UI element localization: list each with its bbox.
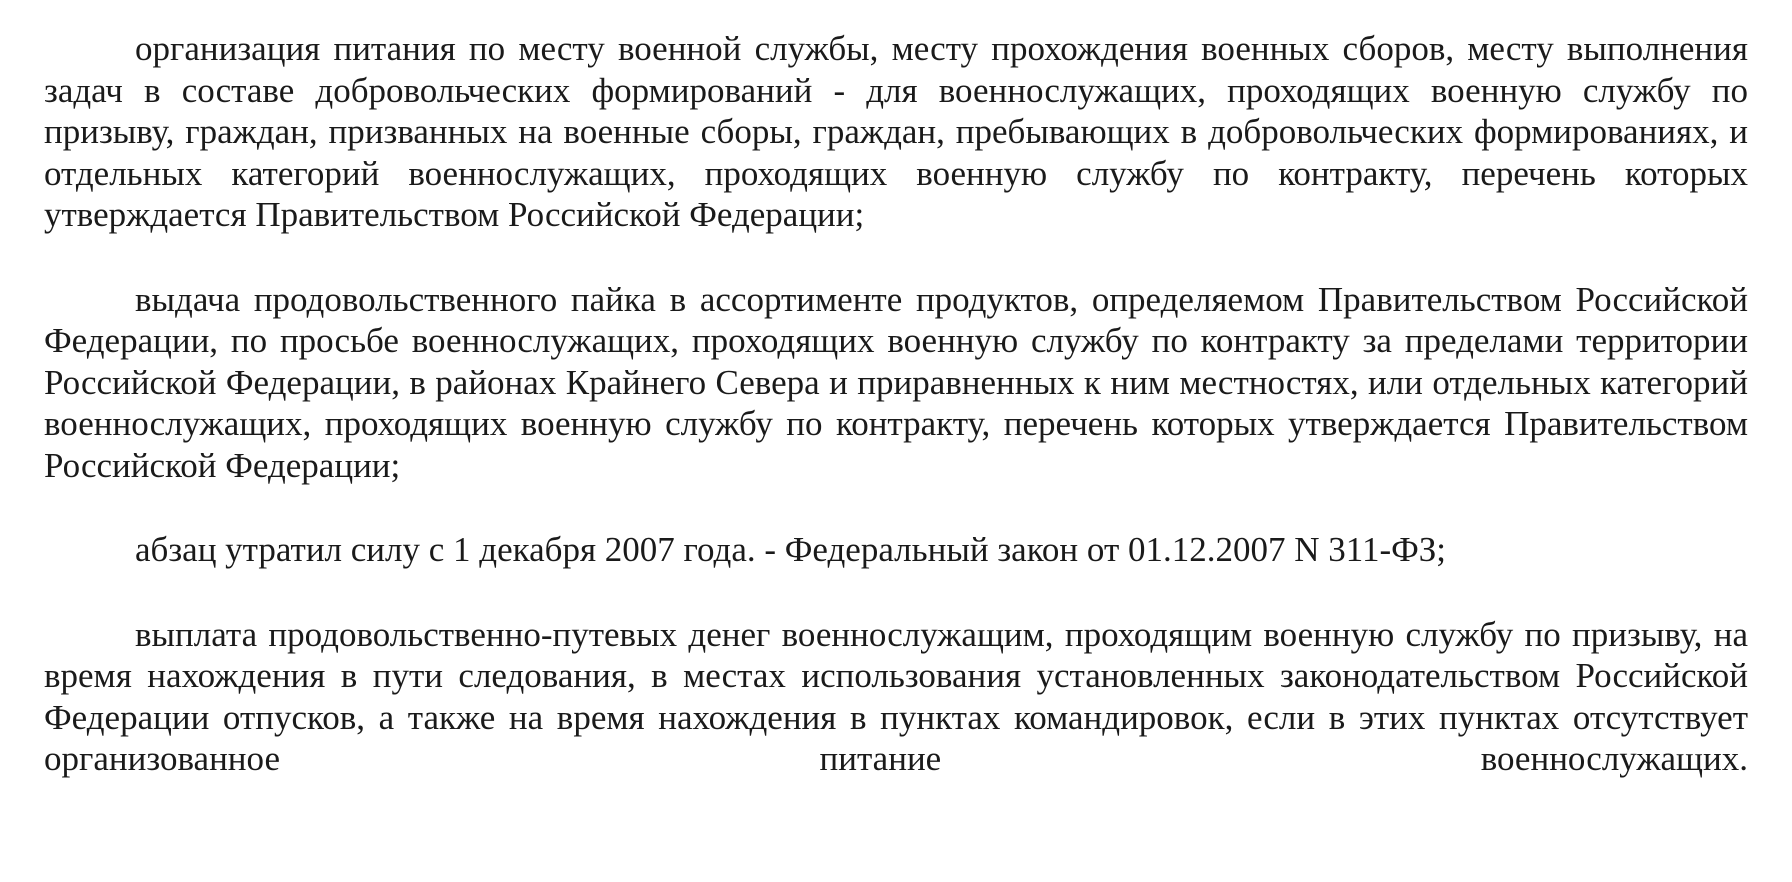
paragraph-meal-organization: организация питания по месту военной службы, месту прохождения военных сборов, месту выполнения задач в составе добровольческих формирований - для военнослужащих, проходящих военную службу по призыву, граждан, призванных на военные сборы, граждан, пребывающих в добровольческих формированиях, и отдельных категорий военнослужащих, проходящих военную службу по контракту, перечень которых утверждается Правительством Российской Федерации;: [44, 29, 1748, 234]
paragraph-travel-food-money: выплата продовольственно-путевых денег военнослужащим, проходящим военную службу по призыву, на время нахождения в пути следования, в местах использования установленных законодательством Российской Федерации отпусков, а также на время нахождения в пунктах командировок, если в этих пунктах отсутствует организованное питание военнослужащих.: [44, 614, 1748, 778]
paragraph-food-ration: выдача продовольственного пайка в ассортименте продуктов, определяемом Правительством Российской Федерации, по просьбе военнослужащих, проходящих военную службу по контракту за пределами территории Российской Федерации, в районах Крайнего Севера и приравненных к ним местностях, или отдельных категорий военнослужащих, проходящих военную службу по контракту, перечень которых утверждается Правительством Российской Федерации;: [44, 279, 1748, 485]
document-body: [44, 28, 1748, 823]
paragraph-repealed-clause: абзац утратил силу с 1 декабря 2007 года. - Федеральный закон от 01.12.2007 N 311-ФЗ;: [135, 530, 1447, 569]
